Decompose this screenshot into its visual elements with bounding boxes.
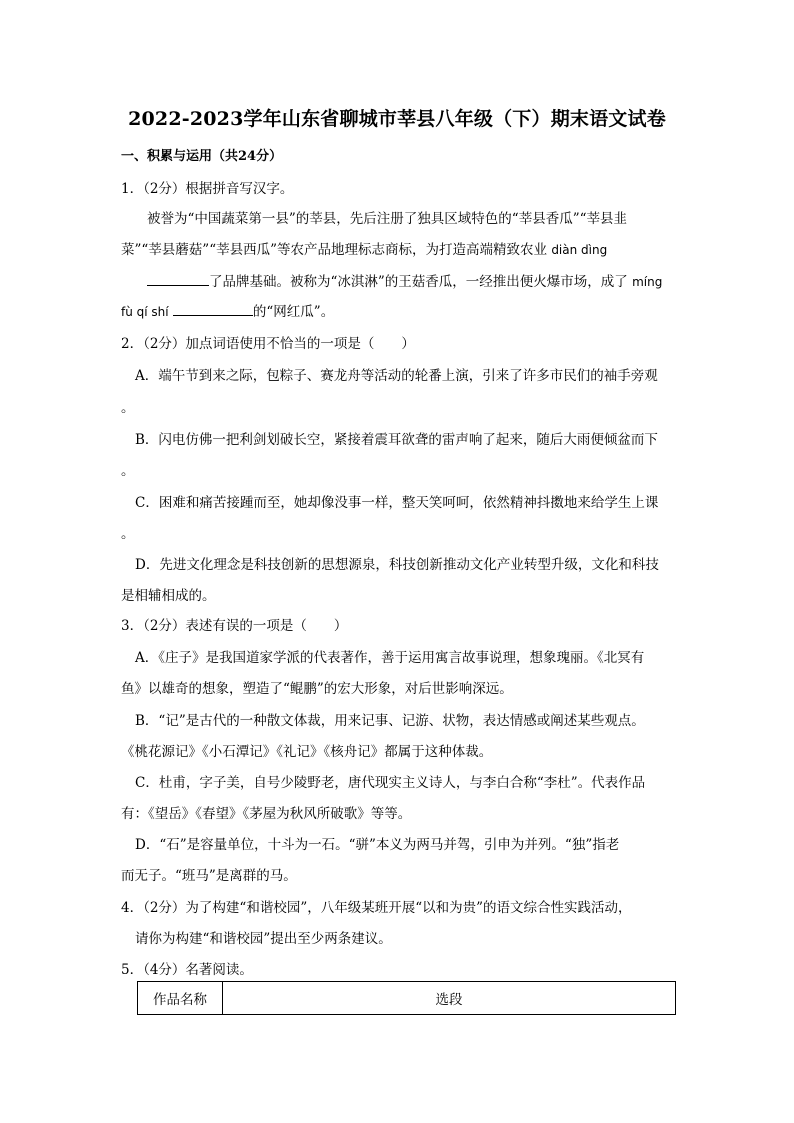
answer-blank[interactable] [173, 301, 253, 316]
question-3-stem: 3．（2分）表述有误的一项是（ ） [121, 618, 348, 634]
option-a: A．端午节到来之际，包粽子、赛龙舟等活动的轮番上演，引来了许多市民们的袖手旁观 [135, 368, 658, 384]
question-1-text-segment: 了品牌基础。被称为“冰淇淋”的王菇香瓜，一经推出便火爆市场，成了 [209, 274, 628, 290]
option-c-continued: 。 [121, 526, 135, 542]
question-4-stem-continued: 请你为构建“和谐校园”提出至少两条建议。 [135, 931, 392, 947]
option-c: C．杜甫，字子美，自号少陵野老，唐代现实主义诗人，与李白合称“李杜”。代表作品 [135, 775, 646, 791]
option-a-continued: 鱼》以雄奇的想象，塑造了“鲲鹏”的宏大形象，对后世影响深远。 [121, 681, 513, 697]
question-1-text [147, 270, 662, 290]
option-b: B．“记”是古代的一种散文体裁，用来记事、记游、状物，表达情感或阐述某些观点。 [135, 713, 645, 729]
option-b-continued: 。 [121, 463, 135, 479]
page-title: 2022-2023学年山东省聊城市莘县八年级（下）期末语文试卷 [128, 108, 666, 130]
question-1-text-segment: 菜”“莘县蘑菇”“莘县西瓜”等农产品地理标志商标，为打造高端精致农业 [121, 242, 548, 258]
table-header-cell: 选段 [223, 982, 676, 1015]
pinyin-prompt: fù qí shí [121, 305, 169, 319]
section-heading: 一、积累与运用（共24分） [121, 149, 283, 164]
question-1-text [121, 300, 334, 320]
works-table [137, 981, 676, 1015]
option-d: D．先进文化理念是科技创新的思想源泉，科技创新推动文化产业转型升级，文化和科技 [135, 557, 659, 573]
question-5-stem: 5．（4分）名著阅读。 [121, 962, 253, 978]
question-1-stem: 1．（2分）根据拼音写汉字。 [121, 181, 294, 197]
question-2-stem: 2．（2分）加点词语使用不恰当的一项是（ ） [121, 336, 415, 352]
table-header-cell: 作品名称 [138, 982, 223, 1015]
question-1-text [121, 238, 607, 258]
option-a: A．《庄子》是我国道家学派的代表著作，善于运用寓言故事说理，想象瑰丽。《北冥有 [135, 650, 645, 666]
pinyin-prompt: míng [632, 275, 663, 289]
option-b: B．闪电仿佛一把利剑划破长空，紧接着震耳欲聋的雷声响了起来，随后大雨便倾盆而下 [135, 432, 658, 448]
answer-blank[interactable] [147, 271, 209, 286]
option-d: D．“石”是容量单位，十斗为一石。“骈”本义为两马并驾，引申为并列。“独”指老 [135, 837, 620, 853]
option-b-continued: 《桃花源记》《小石潭记》《礼记》《核舟记》都属于这种体裁。 [121, 744, 493, 760]
question-4-stem: 4．（2分）为了构建“和谐校园”，八年级某班开展“以和为贵”的语文综合性实践活动， [121, 900, 632, 916]
question-1-text-segment: 的“网红瓜”。 [252, 304, 335, 320]
option-d-continued: 是相辅相成的。 [121, 588, 216, 604]
option-d-continued: 而无子。“班马”是离群的马。 [121, 868, 297, 884]
question-1-text: 被誉为“中国蔬菜第一县”的莘县，先后注册了独具区域特色的“莘县香瓜”“莘县韭 [147, 211, 628, 227]
pinyin-prompt: diàn dìng [551, 243, 608, 257]
option-c-continued: 有：《望岳》《春望》《茅屋为秋风所破歌》等等。 [121, 806, 412, 822]
option-a-continued: 。 [121, 400, 135, 416]
option-c: C．困难和痛苦接踵而至，她却像没事一样，整天笑呵呵，依然精神抖擞地来给学生上课 [135, 495, 659, 511]
table-header-row [138, 982, 676, 1015]
